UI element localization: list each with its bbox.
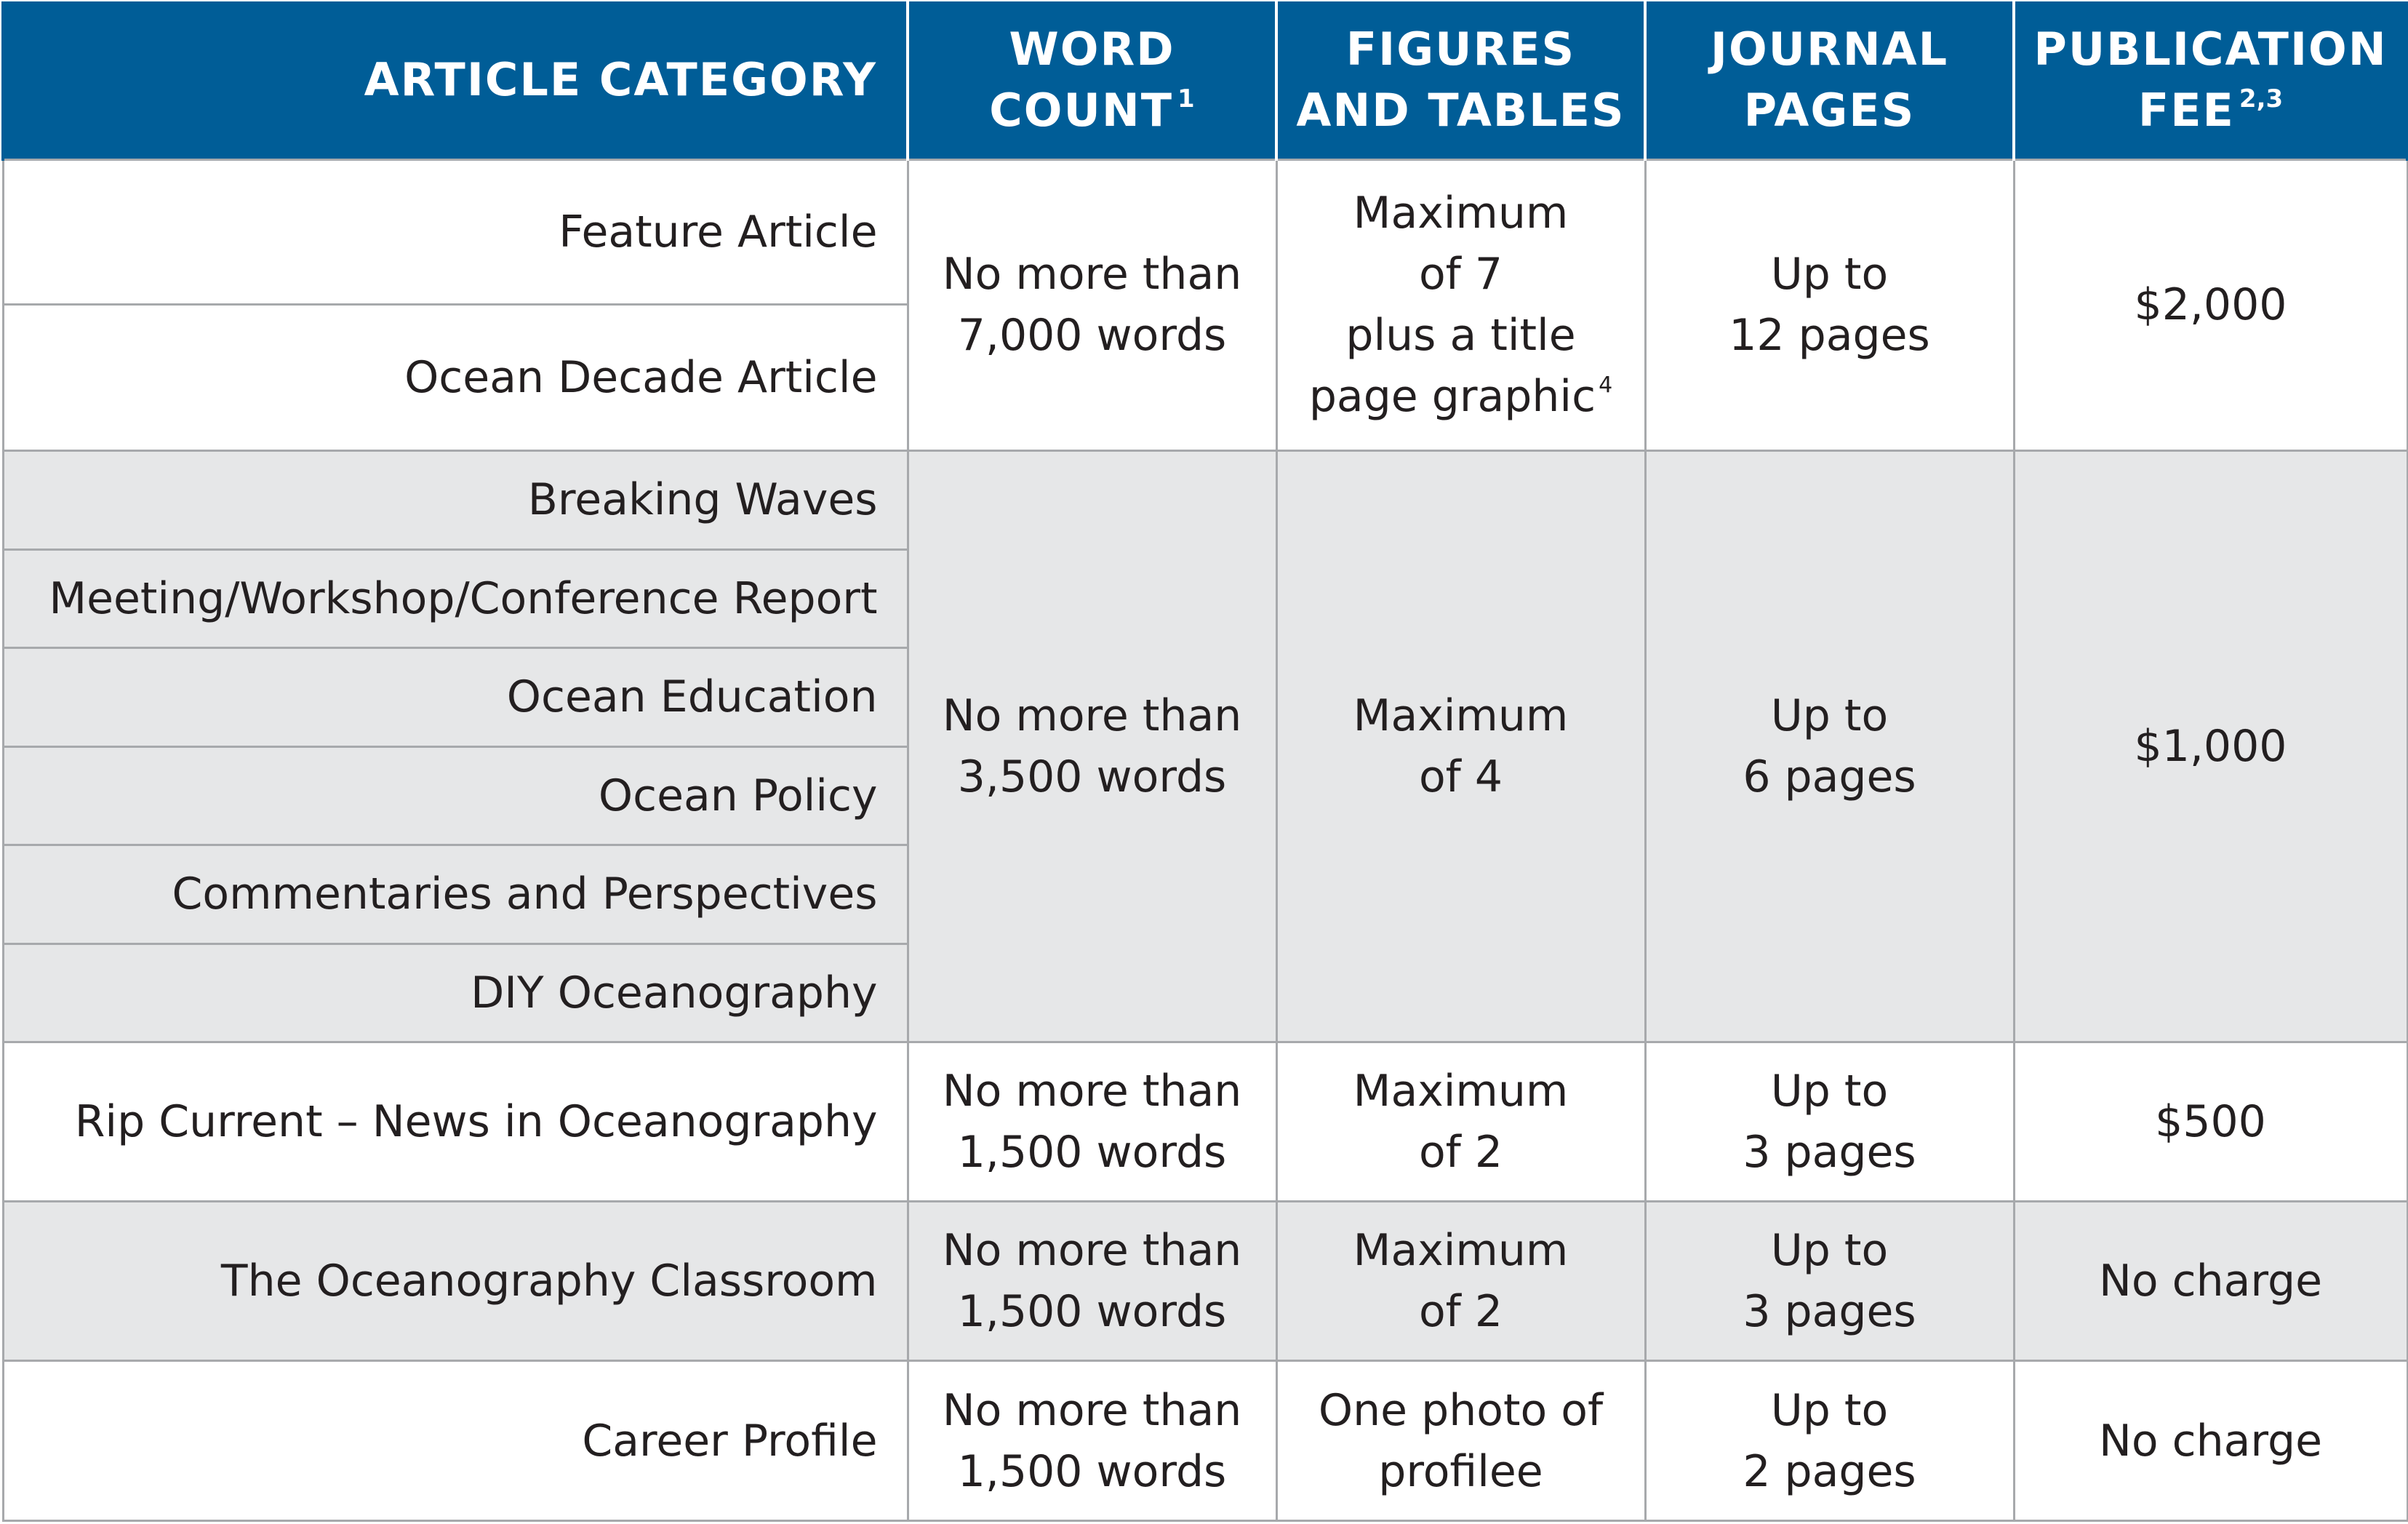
figures-cell: Maximum of 4 [1276, 450, 1645, 1042]
figures-cell: Maximum of 2 [1276, 1042, 1645, 1201]
table-row [3, 1361, 2407, 1521]
category-cell: Rip Current – News in Oceanography [3, 1042, 908, 1201]
figures-cell: Maximum of 2 [1276, 1201, 1645, 1361]
category-cell: Ocean Education [3, 647, 908, 746]
category-cell: Meeting/Workshop/Conference Report [3, 549, 908, 647]
footnote-marker: 4 [1599, 372, 1613, 399]
category-cell: Ocean Decade Article [3, 305, 908, 451]
word-count-cell: No more than 7,000 words [908, 159, 1276, 450]
pages-cell: Up to 12 pages [1645, 159, 2014, 450]
fee-cell: No charge [2014, 1361, 2407, 1521]
pages-cell: Up to 3 pages [1645, 1042, 2014, 1201]
category-cell: Commentaries and Perspectives [3, 845, 908, 943]
category-cell: Breaking Waves [3, 450, 908, 549]
pages-cell: Up to 6 pages [1645, 450, 2014, 1042]
category-cell: Ocean Policy [3, 746, 908, 845]
fee-cell: $1,000 [2014, 450, 2407, 1042]
category-cell: DIY Oceanography [3, 943, 908, 1042]
header-word-count: WORD COUNT $^1$ [908, 1, 1276, 159]
table-row [3, 1201, 2407, 1361]
table-row [3, 450, 2407, 549]
pages-cell: Up to 2 pages [1645, 1361, 2014, 1521]
fee-cell: $500 [2014, 1042, 2407, 1201]
word-count-cell: No more than 1,500 words [908, 1361, 1276, 1521]
table-row [3, 1042, 2407, 1201]
pages-cell: Up to 3 pages [1645, 1201, 2014, 1361]
word-count-cell: No more than 1,500 words [908, 1042, 1276, 1201]
table-row [3, 159, 2407, 305]
word-count-cell: No more than 3,500 words [908, 450, 1276, 1042]
figures-cell: Maximum of 7 plus a title page graphic $^4$ [1276, 159, 1645, 450]
figures-cell: One photo of profilee [1276, 1361, 1645, 1521]
header-journal-pages: JOURNAL PAGES [1645, 1, 2014, 159]
header-publication-fee: PUBLICATION FEE $^{2,3}$ [2014, 1, 2407, 159]
category-cell: Career Profile [3, 1361, 908, 1521]
category-cell: Feature Article [3, 159, 908, 305]
word-count-cell: No more than 1,500 words [908, 1201, 1276, 1361]
header-figures-and-tables: FIGURES AND TABLES [1276, 1, 1645, 159]
footnote-marker: 1 [1177, 84, 1195, 113]
header-row [3, 1, 2407, 159]
fee-cell: $2,000 [2014, 159, 2407, 450]
category-cell: The Oceanography Classroom [3, 1201, 908, 1361]
article-category-table [1, 1, 2408, 1522]
fee-cell: No charge [2014, 1201, 2407, 1361]
header-article-category: ARTICLE CATEGORY [3, 1, 908, 159]
footnote-marker: 2,3 [2239, 84, 2284, 113]
